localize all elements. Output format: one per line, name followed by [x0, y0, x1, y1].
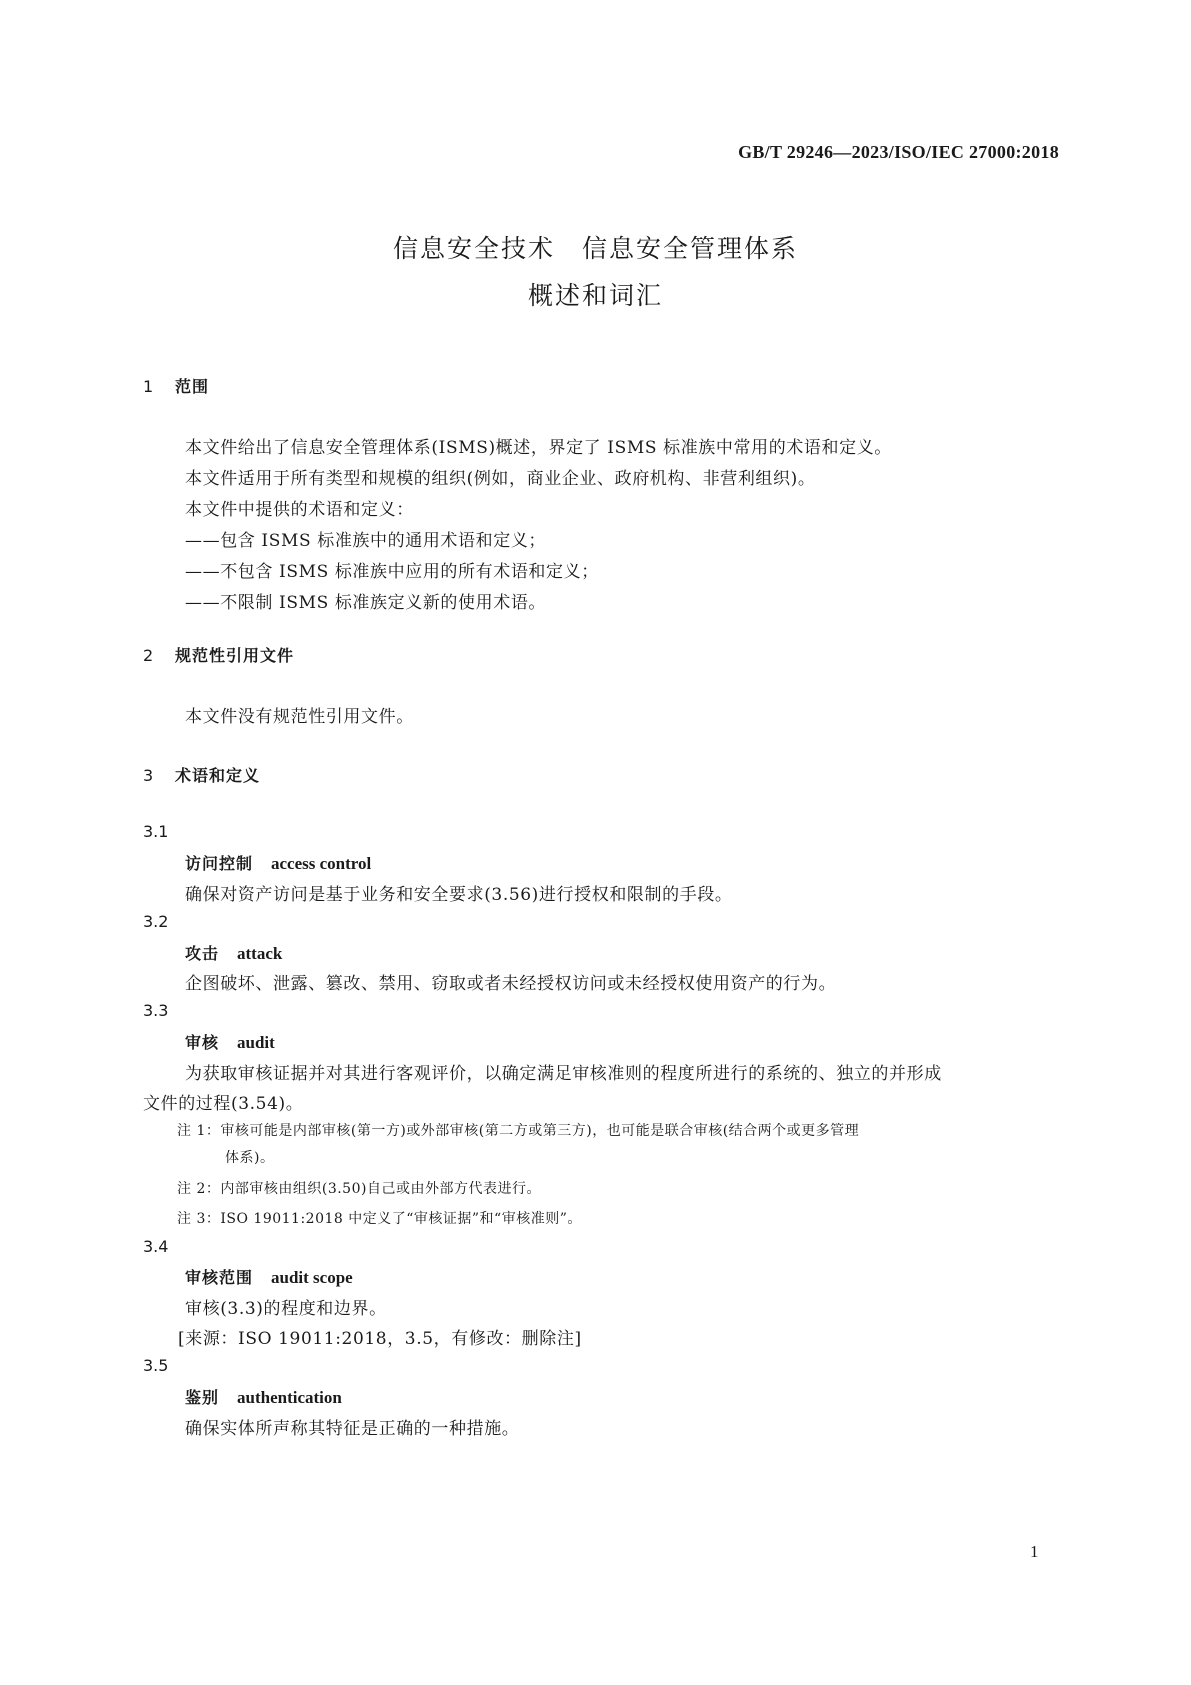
scope-paragraph-2: 本文件适用于所有类型和规模的组织(例如，商业企业、政府机构、非营利组织)。 — [185, 469, 816, 489]
standard-code: GB/T 29246—2023/ISO/IEC 27000:2018 — [738, 142, 1059, 162]
scope-paragraph-1: 本文件给出了信息安全管理体系(ISMS)概述，界定了 ISMS 标准族中常用的术语和定义。 — [185, 438, 892, 458]
page-number: 1 — [1030, 1542, 1039, 1561]
term-heading-audit — [185, 1030, 275, 1053]
term-heading-audit-scope — [185, 1265, 353, 1288]
scope-list-item-3: ——不限制 ISMS 标准族定义新的使用术语。 — [185, 593, 547, 613]
term-zh: 鉴别 — [185, 1388, 220, 1407]
scope-paragraph-3: 本文件中提供的术语和定义： — [185, 500, 414, 520]
section-heading-terms — [143, 763, 260, 786]
term-number: 3.5 — [143, 1356, 169, 1375]
term-heading-authentication — [185, 1385, 342, 1408]
note-3: 注 3：ISO 19011:2018 中定义了“审核证据”和“审核准则”。 — [177, 1211, 582, 1227]
term-en: audit — [237, 1033, 275, 1052]
term-en: authentication — [237, 1388, 342, 1407]
term-zh: 访问控制 — [185, 854, 254, 873]
term-number: 3.2 — [143, 912, 169, 931]
section-heading-scope — [143, 374, 209, 397]
section-title: 范围 — [175, 377, 210, 396]
term-number: 3.3 — [143, 1001, 169, 1020]
document-title-line1: 信息安全技术 信息安全管理体系 — [392, 234, 798, 263]
term-definition: 确保对资产访问是基于业务和安全要求(3.56)进行授权和限制的手段。 — [185, 885, 733, 905]
term-en: attack — [237, 944, 283, 963]
note-1: 注 1：审核可能是内部审核(第一方)或外部审核(第二方或第三方)，也可能是联合审核(结合两个或更多管理 — [177, 1123, 860, 1139]
scope-list-item-1: ——包含 ISMS 标准族中的通用术语和定义； — [185, 531, 547, 551]
note-2: 注 2：内部审核由组织(3.50)自己或由外部方代表进行。 — [177, 1181, 541, 1197]
term-number: 3.1 — [143, 822, 169, 841]
term-zh: 审核范围 — [185, 1268, 254, 1287]
document-title-line2: 概述和词汇 — [527, 281, 663, 310]
section-title: 术语和定义 — [175, 766, 261, 785]
term-zh: 攻击 — [185, 944, 220, 963]
term-heading-attack — [185, 941, 282, 964]
term-definition: 企图破坏、泄露、篡改、禁用、窃取或者未经授权访问或未经授权使用资产的行为。 — [185, 974, 837, 994]
term-en: access control — [271, 854, 372, 873]
term-definition-line2: 文件的过程(3.54)。 — [143, 1094, 304, 1114]
term-en: audit scope — [271, 1268, 353, 1287]
term-definition-line1: 为获取审核证据并对其进行客观评价，以确定满足审核准则的程度所进行的系统的、独立的并形成 — [185, 1064, 942, 1084]
term-source: [来源：ISO 19011:2018，3.5，有修改：删除注] — [178, 1329, 582, 1349]
section-number: 2 — [143, 646, 155, 665]
term-definition: 审核(3.3)的程度和边界。 — [185, 1299, 387, 1319]
section-heading-normative-references — [143, 643, 294, 666]
section-title: 规范性引用文件 — [175, 646, 295, 665]
term-definition: 确保实体所声称其特征是正确的一种措施。 — [185, 1419, 520, 1439]
section-number: 3 — [143, 766, 155, 785]
term-heading-access-control — [185, 851, 371, 874]
scope-list-item-2: ——不包含 ISMS 标准族中应用的所有术语和定义； — [185, 562, 599, 582]
term-number: 3.4 — [143, 1237, 169, 1256]
section-number: 1 — [143, 377, 155, 396]
note-1-continued: 体系)。 — [225, 1150, 275, 1166]
normative-references-text: 本文件没有规范性引用文件。 — [185, 707, 414, 727]
term-zh: 审核 — [185, 1033, 220, 1052]
